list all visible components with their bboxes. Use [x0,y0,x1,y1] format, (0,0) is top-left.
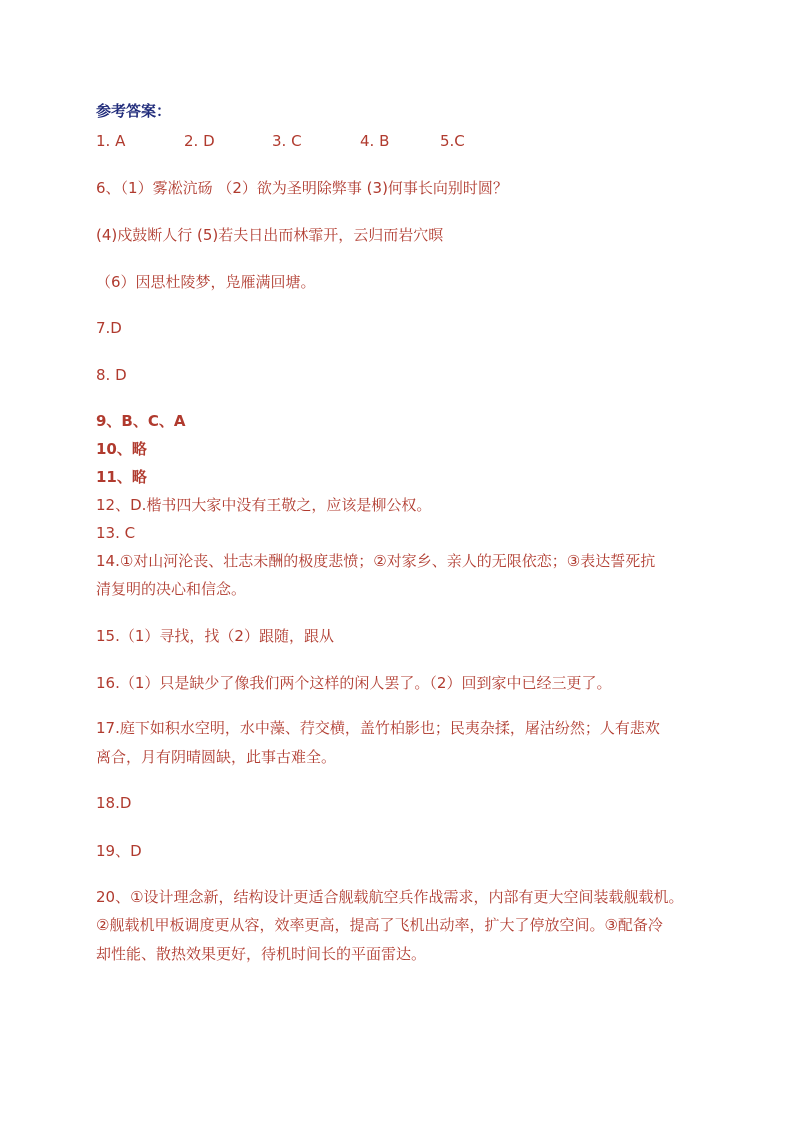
answer-20-line-2: ②舰载机甲板调度更从容，效率更高，提高了飞机出动率，扩大了停放空间。③配备冷 [96,916,663,934]
answer-6-line-3: （6）因思杜陵梦，凫雁满回塘。 [96,273,316,291]
answer-10: 10、略 [96,440,147,458]
answer-7: 7.D [96,319,122,337]
answer-2: 2. D [184,132,215,150]
answer-6-line-1: 6、（1）雾凇沆砀 （2）欲为圣明除弊事 (3)何事长向别时圆？ [96,179,508,197]
answer-6-line-2: (4)戍鼓断人行 (5)若夫日出而林霏开，云归而岩穴暝 [96,226,444,244]
answer-9: 9、B、C、A [96,412,186,430]
answer-19: 19、D [96,842,142,860]
answer-5: 5.C [440,132,465,150]
page-title: 参考答案： [96,102,172,120]
answer-4: 4. B [360,132,390,150]
answer-20-line-1: 20、①设计理念新，结构设计更适合舰载航空兵作战需求，内部有更大空间装载舰载机。 [96,888,684,906]
answer-16: 16.（1）只是缺少了像我们两个这样的闲人罢了。（2）回到家中已经三更了。 [96,674,612,692]
answer-11: 11、略 [96,468,147,486]
answer-15: 15.（1）寻找，找（2）跟随，跟从 [96,627,334,645]
answer-20-line-3: 却性能、散热效果更好，待机时间长的平面雷达。 [96,945,427,963]
answer-17-line-1: 17.庭下如积水空明，水中藻、荇交横，盖竹柏影也；民夷杂揉，屠沽纷然；人有悲欢 [96,719,660,737]
answer-3: 3. C [272,132,302,150]
answer-17-line-2: 离合，月有阴晴圆缺，此事古难全。 [96,748,337,766]
answer-1: 1. A [96,132,126,150]
answer-13: 13. C [96,524,136,542]
answer-12: 12、D.楷书四大家中没有王敬之，应该是柳公权。 [96,496,432,514]
answer-8: 8. D [96,366,127,384]
answer-14-line-2: 清复明的决心和信念。 [96,580,247,598]
answer-18: 18.D [96,794,132,812]
answer-14-line-1: 14.①对山河沦丧、壮志未酬的极度悲愤；②对家乡、亲人的无限依恋；③表达誓死抗 [96,552,656,570]
